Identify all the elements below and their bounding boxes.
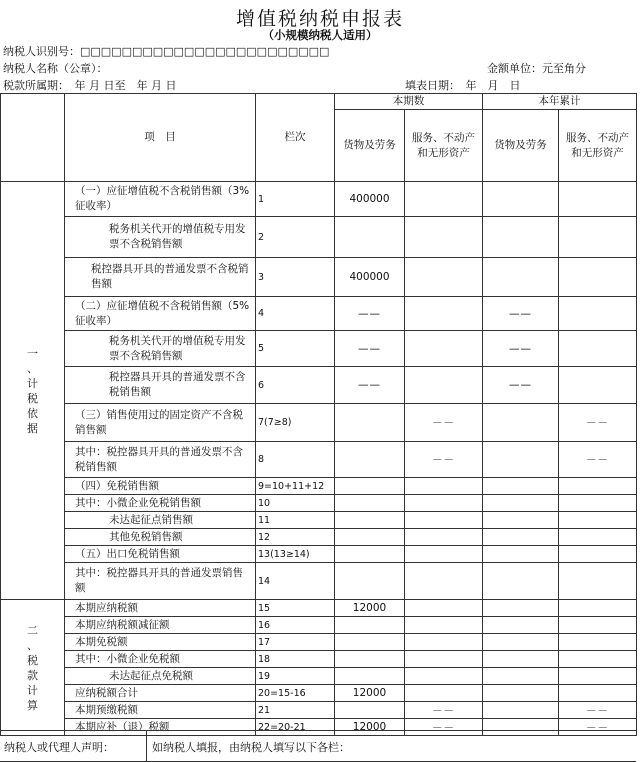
row-11-no: 11 [256,512,335,529]
row-9-services[interactable] [405,478,483,495]
row-18-no: 18 [256,651,335,668]
row-17-goods-ytd[interactable] [483,634,559,651]
row-3-goods-ytd[interactable] [483,258,559,297]
row-1-services-ytd[interactable] [559,182,637,217]
row-3-services-ytd[interactable] [559,258,637,297]
row-7-goods[interactable] [335,404,405,442]
taxpayer-id-boxes[interactable]: □□□□□□□□□□□□□□□□□□□□□□□□ [80,45,330,58]
row-15-services-ytd[interactable] [559,600,637,617]
form-subtitle: （小规模纳税人适用） [262,28,378,42]
row-18-goods[interactable] [335,651,405,668]
row-17-item: 本期免税额 [65,634,256,651]
row-5-no: 5 [256,331,335,367]
row-22-item: 本期应补（退）税额 [65,719,256,736]
row-18-services[interactable] [405,651,483,668]
row-19-goods[interactable] [335,668,405,685]
row-7-no: 7(7≥8) [256,404,335,442]
row-6-goods-ytd[interactable]: —— [483,367,559,404]
row-12-services[interactable] [405,529,483,546]
row-14-services-ytd[interactable] [559,563,637,600]
row-15-services[interactable] [405,600,483,617]
row-5-services[interactable] [405,331,483,367]
row-10-item: 其中：小微企业免税销售额 [65,495,256,512]
blank-header-cell [1,94,65,182]
col-goods-current: 货物及劳务 [335,110,405,182]
row-17-goods[interactable] [335,634,405,651]
fill-date: 填表日期： 年 月 日 [405,79,521,92]
row-15-item: 本期应纳税额 [65,600,256,617]
taxpayer-id-line [3,43,329,59]
col-services-ytd: 服务、不动产和无形资产 [559,110,637,182]
tax-return-table [0,93,637,736]
row-21-services-ytd[interactable]: －－ [559,702,637,719]
col-item-header: 项 目 [65,94,256,182]
row-17-no: 17 [256,634,335,651]
row-1-services[interactable] [405,182,483,217]
row-11-item: 未达起征点销售额 [65,512,256,529]
row-3-services[interactable] [405,258,483,297]
row-1-goods[interactable]: 400000 [335,182,405,217]
row-9-no: 9=10+11+12 [256,478,335,495]
row-18-services-ytd[interactable] [559,651,637,668]
row-20-no: 20=15-16 [256,685,335,702]
row-20-services-ytd[interactable] [559,685,637,702]
row-16-services-ytd[interactable] [559,617,637,634]
row-2-no: 2 [256,217,335,258]
row-9-item: （四）免税销售额 [65,478,256,495]
row-10-no: 10 [256,495,335,512]
row-8-services[interactable]: －－ [405,442,483,478]
form-title: 增值税纳税申报表 [235,8,404,30]
col-current-period: 本期数 [335,94,483,110]
row-18-item: 其中：小微企业免税额 [65,651,256,668]
row-14-no: 14 [256,563,335,600]
row-11-goods-ytd[interactable] [483,512,559,529]
row-10-goods[interactable] [335,495,405,512]
row-14-services[interactable] [405,563,483,600]
row-2-goods-ytd[interactable] [483,217,559,258]
row-3-goods[interactable]: 400000 [335,258,405,297]
row-1-item: （一）应征增值税不含税销售额（3%征收率） [65,182,256,217]
row-20-goods-ytd[interactable] [483,685,559,702]
row-2-services-ytd[interactable] [559,217,637,258]
row-21-services[interactable]: －－ [405,702,483,719]
row-11-services[interactable] [405,512,483,529]
row-21-item: 本期预缴税额 [65,702,256,719]
row-11-goods[interactable] [335,512,405,529]
col-goods-ytd: 货物及劳务 [483,110,559,182]
row-6-services-ytd[interactable] [559,367,637,404]
row-15-goods-ytd[interactable] [483,600,559,617]
row-16-item: 本期应纳税额减征额 [65,617,256,634]
row-5-goods-ytd[interactable]: —— [483,331,559,367]
row-16-services[interactable] [405,617,483,634]
section-basis-label: 一、计税依据 [1,182,65,600]
row-8-no: 8 [256,442,335,478]
taxpayer-name-label: 纳税人名称（公章）： [3,62,108,75]
row-10-services[interactable] [405,495,483,512]
row-12-goods[interactable] [335,529,405,546]
row-13-goods-ytd[interactable] [483,546,559,563]
row-13-no: 13(13≥14) [256,546,335,563]
row-22-services[interactable]: －－ [405,719,483,736]
row-2-item: 税务机关代开的增值税专用发票不含税销售额 [65,217,256,258]
row-17-services-ytd[interactable] [559,634,637,651]
row-4-services-ytd[interactable] [559,297,637,331]
row-21-goods-ytd[interactable] [483,702,559,719]
row-6-item: 税控器具开具的普通发票不含税销售额 [65,367,256,404]
col-services-current: 服务、不动产和无形资产 [405,110,483,182]
footer-divider [146,731,147,761]
row-9-services-ytd[interactable] [559,478,637,495]
row-9-goods[interactable] [335,478,405,495]
row-10-goods-ytd[interactable] [483,495,559,512]
row-3-item: 税控器具开具的普通发票不含税销售额 [65,258,256,297]
row-12-no: 12 [256,529,335,546]
row-4-services[interactable] [405,297,483,331]
row-12-services-ytd[interactable] [559,529,637,546]
row-8-goods[interactable] [335,442,405,478]
row-7-item: （三）销售使用过的固定资产不含税销售额 [65,404,256,442]
row-13-goods[interactable] [335,546,405,563]
row-19-services-ytd[interactable] [559,668,637,685]
row-19-services[interactable] [405,668,483,685]
row-19-goods-ytd[interactable] [483,668,559,685]
row-22-no: 22=20-21 [256,719,335,736]
row-2-goods[interactable] [335,217,405,258]
row-21-no: 21 [256,702,335,719]
row-1-goods-ytd[interactable] [483,182,559,217]
row-5-services-ytd[interactable] [559,331,637,367]
row-11-services-ytd[interactable] [559,512,637,529]
row-6-no: 6 [256,367,335,404]
col-year-to-date: 本年累计 [483,94,637,110]
row-4-no: 4 [256,297,335,331]
row-12-goods-ytd[interactable] [483,529,559,546]
row-15-goods[interactable]: 12000 [335,600,405,617]
row-9-goods-ytd[interactable] [483,478,559,495]
row-20-goods[interactable]: 12000 [335,685,405,702]
row-20-item: 应纳税额合计 [65,685,256,702]
col-line-no-header: 栏次 [256,94,335,182]
row-19-no: 19 [256,668,335,685]
row-13-services[interactable] [405,546,483,563]
row-2-services[interactable] [405,217,483,258]
row-4-goods[interactable]: —— [335,297,405,331]
row-7-goods-ytd[interactable] [483,404,559,442]
row-16-goods-ytd[interactable] [483,617,559,634]
row-1-no: 1 [256,182,335,217]
tax-period: 税款所属期： 年 月 日至 年 月 日 [3,79,177,92]
row-16-no: 16 [256,617,335,634]
taxpayer-id-label: 纳税人识别号： [3,45,80,58]
row-14-goods[interactable] [335,563,405,600]
row-5-goods[interactable]: —— [335,331,405,367]
row-7-services-ytd[interactable]: －－ [559,404,637,442]
declaration-label: 纳税人或代理人声明： [4,741,114,754]
row-12-item: 其他免税销售额 [65,529,256,546]
row-6-goods[interactable]: —— [335,367,405,404]
row-20-services[interactable] [405,685,483,702]
section-computation-label: 二、税款计算 [1,600,65,736]
row-13-item: （五）出口免税销售额 [65,546,256,563]
row-10-services-ytd[interactable] [559,495,637,512]
row-6-services[interactable] [405,367,483,404]
row-13-services-ytd[interactable] [559,546,637,563]
row-16-goods[interactable] [335,617,405,634]
row-3-no: 3 [256,258,335,297]
declaration-text: 如纳税人填报，由纳税人填写以下各栏： [152,741,350,754]
declaration-footer [0,730,636,762]
row-8-goods-ytd[interactable] [483,442,559,478]
row-5-item: 税务机关代开的增值税专用发票不含税销售额 [65,331,256,367]
row-18-goods-ytd[interactable] [483,651,559,668]
amount-unit: 金额单位：元至角分 [487,62,586,75]
row-14-item: 其中：税控器具开具的普通发票销售额 [65,563,256,600]
row-8-item: 其中：税控器具开具的普通发票不含税销售额 [65,442,256,478]
row-22-services-ytd[interactable]: －－ [559,719,637,736]
row-17-services[interactable] [405,634,483,651]
row-14-goods-ytd[interactable] [483,563,559,600]
row-19-item: 未达起征点免税额 [65,668,256,685]
row-7-services[interactable]: －－ [405,404,483,442]
row-8-services-ytd[interactable]: －－ [559,442,637,478]
row-4-goods-ytd[interactable]: —— [483,297,559,331]
row-21-goods[interactable] [335,702,405,719]
row-22-goods[interactable]: 12000 [335,719,405,736]
row-4-item: （二）应征增值税不含税销售额（5%征收率） [65,297,256,331]
row-15-no: 15 [256,600,335,617]
